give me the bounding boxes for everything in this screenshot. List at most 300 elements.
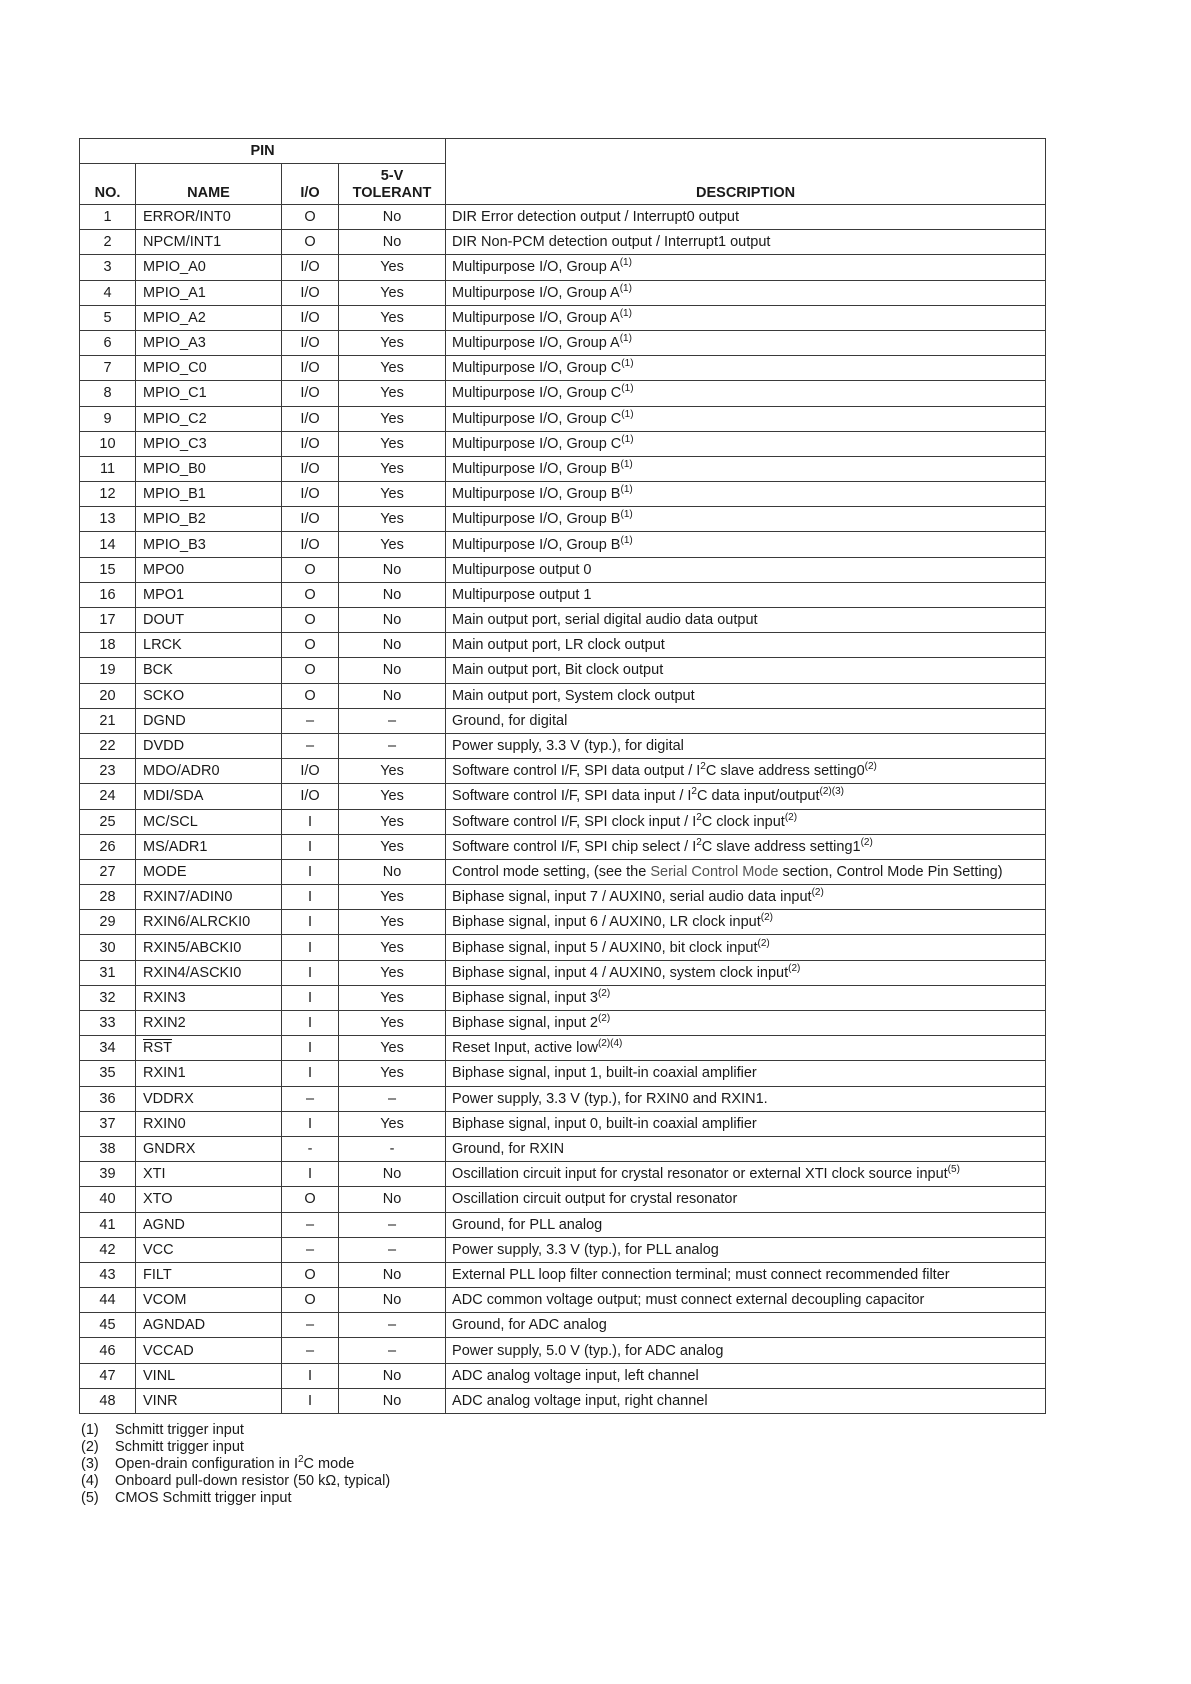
- table-row: [80, 230, 1046, 255]
- pin-number: 27: [80, 859, 136, 884]
- table-row: [80, 1237, 1046, 1262]
- footnote-superscript: 2: [297, 1454, 304, 1466]
- pin-io-type: –: [282, 733, 339, 758]
- description-text: Oscillation circuit output for crystal resonator: [452, 1191, 738, 1208]
- table-row: [80, 1111, 1046, 1136]
- pin-5v-tolerant: No: [339, 557, 446, 582]
- table-row: [80, 482, 1046, 507]
- pin-5v-tolerant: Yes: [339, 431, 446, 456]
- description-text: Multipurpose I/O, Group B: [452, 511, 621, 528]
- footnote-text: [115, 1473, 390, 1490]
- pin-io-type: O: [282, 683, 339, 708]
- pin-io-type: O: [282, 1187, 339, 1212]
- pin-name: SCKO: [136, 683, 282, 708]
- description-text: Oscillation circuit input for crystal resonator or external XTI clock source input: [452, 1166, 948, 1183]
- pin-number: 3: [80, 255, 136, 280]
- pin-description: [446, 935, 1046, 960]
- pin-description: [446, 1212, 1046, 1237]
- footnote-text: [115, 1456, 354, 1473]
- pin-io-type: I: [282, 1011, 339, 1036]
- pin-io-type: O: [282, 658, 339, 683]
- description-text: DIR Error detection output / Interrupt0 output: [452, 209, 739, 226]
- description-text: Ground, for digital: [452, 712, 568, 729]
- table-notes: [81, 1422, 390, 1507]
- description-text: Main output port, LR clock output: [452, 637, 665, 654]
- pin-description: [446, 1011, 1046, 1036]
- pin-description: [446, 1111, 1046, 1136]
- footnote-reference: (1): [619, 257, 632, 269]
- pin-number: 4: [80, 280, 136, 305]
- pin-name-overline: $\overline{RST}$: [143, 1040, 172, 1057]
- pin-number: 23: [80, 759, 136, 784]
- description-text-a: Software control I/F, SPI data input / I: [452, 788, 692, 805]
- description-text: Multipurpose I/O, Group C: [452, 410, 622, 427]
- description-text: Multipurpose I/O, Group A: [452, 335, 620, 352]
- pin-name: MPIO_B0: [136, 456, 282, 481]
- pin-description: [446, 1262, 1046, 1287]
- description-text-b: section, Control Mode Pin Setting): [778, 863, 1003, 880]
- pin-name: BCK: [136, 658, 282, 683]
- pin-name: MPIO_B1: [136, 482, 282, 507]
- pin-5v-tolerant: No: [339, 683, 446, 708]
- table-row: [80, 759, 1046, 784]
- description-text: Main output port, Bit clock output: [452, 662, 664, 679]
- pin-io-type: I: [282, 1036, 339, 1061]
- table-row: [80, 532, 1046, 557]
- table-row: [80, 885, 1046, 910]
- pin-name: MPIO_C1: [136, 381, 282, 406]
- table-row: [80, 683, 1046, 708]
- pin-io-type: I: [282, 1388, 339, 1413]
- table-row: [80, 305, 1046, 330]
- description-text-b: C slave address setting1: [701, 838, 861, 855]
- table-row: [80, 960, 1046, 985]
- pin-5v-tolerant: Yes: [339, 935, 446, 960]
- footnote-reference: (2)(4): [597, 1038, 623, 1050]
- table-row: [80, 1162, 1046, 1187]
- footnote-number: (5): [81, 1490, 99, 1506]
- pin-5v-tolerant: Yes: [339, 1036, 446, 1061]
- pin-name: RXIN4/ASCKI0: [136, 960, 282, 985]
- description-text: Biphase signal, input 3: [452, 989, 598, 1006]
- footnote-reference: (1): [620, 509, 633, 521]
- pin-5v-tolerant: Yes: [339, 885, 446, 910]
- description-text: Main output port, serial digital audio data output: [452, 612, 758, 629]
- table-row: [80, 456, 1046, 481]
- table-row: [80, 582, 1046, 607]
- pin-description: [446, 507, 1046, 532]
- description-superscript: 2: [696, 836, 702, 848]
- pin-io-type: I/O: [282, 305, 339, 330]
- pin-number: 11: [80, 456, 136, 481]
- pin-io-type: I/O: [282, 280, 339, 305]
- table-row: [80, 356, 1046, 381]
- pin-number: 46: [80, 1338, 136, 1363]
- pin-5v-tolerant: Yes: [339, 532, 446, 557]
- pin-number: 25: [80, 809, 136, 834]
- pin-rows: [80, 205, 1046, 1414]
- pin-5v-tolerant: No: [339, 859, 446, 884]
- pin-number: 15: [80, 557, 136, 582]
- pin-name: RXIN7/ADIN0: [136, 885, 282, 910]
- pin-io-type: I: [282, 859, 339, 884]
- pin-5v-tolerant: Yes: [339, 985, 446, 1010]
- description-superscript: 2: [691, 786, 697, 798]
- pin-number: 24: [80, 784, 136, 809]
- pin-description: [446, 1187, 1046, 1212]
- pin-io-type: –: [282, 1212, 339, 1237]
- footnote-number: (2): [81, 1439, 99, 1455]
- description-text: DIR Non-PCM detection output / Interrupt1 output: [452, 234, 771, 251]
- pin-name: RXIN0: [136, 1111, 282, 1136]
- pin-name: MPIO_B2: [136, 507, 282, 532]
- pin-name: AGNDAD: [136, 1313, 282, 1338]
- pin-description: [446, 1136, 1046, 1161]
- pin-number: 2: [80, 230, 136, 255]
- pin-name: MPIO_C2: [136, 406, 282, 431]
- pin-5v-tolerant: No: [339, 205, 446, 230]
- footnote-reference: (2): [788, 962, 801, 974]
- pin-number: 13: [80, 507, 136, 532]
- pin-5v-tolerant: No: [339, 1363, 446, 1388]
- pin-5v-tolerant: Yes: [339, 1011, 446, 1036]
- pin-name: MPIO_B3: [136, 532, 282, 557]
- pin-number: 19: [80, 658, 136, 683]
- table-row: [80, 1313, 1046, 1338]
- description-text-b: C data input/output: [696, 788, 820, 805]
- pin-name: MDI/SDA: [136, 784, 282, 809]
- pin-5v-tolerant: –: [339, 708, 446, 733]
- pin-name: ERROR/INT0: [136, 205, 282, 230]
- pin-io-type: I: [282, 1061, 339, 1086]
- pin-description: [446, 1036, 1046, 1061]
- header-5v-tolerant: [339, 164, 446, 205]
- pin-5v-tolerant: Yes: [339, 507, 446, 532]
- pin-name: [136, 1036, 282, 1061]
- description-text: ADC common voltage output; must connect external decoupling capacitor: [452, 1292, 925, 1309]
- pin-io-type: I/O: [282, 356, 339, 381]
- pin-name: MPIO_A2: [136, 305, 282, 330]
- header-name: NAME: [136, 164, 282, 205]
- description-text: Ground, for RXIN: [452, 1141, 565, 1158]
- pin-io-type: I: [282, 834, 339, 859]
- footnote: [81, 1422, 390, 1439]
- pin-description: [446, 230, 1046, 255]
- pin-5v-tolerant: Yes: [339, 305, 446, 330]
- pin-number: 1: [80, 205, 136, 230]
- description-text: Multipurpose I/O, Group A: [452, 284, 620, 301]
- pin-number: 22: [80, 733, 136, 758]
- pin-description: [446, 1338, 1046, 1363]
- footnote-text-main: Schmitt trigger input: [115, 1422, 244, 1438]
- pin-number: 40: [80, 1187, 136, 1212]
- table-row: [80, 1363, 1046, 1388]
- table-row: [80, 1187, 1046, 1212]
- pin-5v-tolerant: –: [339, 1237, 446, 1262]
- pin-description: [446, 205, 1046, 230]
- pin-description: [446, 784, 1046, 809]
- pin-5v-tolerant: No: [339, 582, 446, 607]
- footnote-reference: (2)(3): [819, 786, 844, 798]
- description-text: Biphase signal, input 1, built-in coaxial amplifier: [452, 1065, 757, 1082]
- pin-io-type: O: [282, 582, 339, 607]
- pin-io-type: I: [282, 1363, 339, 1388]
- pin-5v-tolerant: No: [339, 658, 446, 683]
- description-text: Main output port, System clock output: [452, 687, 695, 704]
- pin-number: 8: [80, 381, 136, 406]
- pin-io-type: O: [282, 608, 339, 633]
- pin-number: 30: [80, 935, 136, 960]
- pin-io-type: I: [282, 935, 339, 960]
- pin-5v-tolerant: No: [339, 1262, 446, 1287]
- pin-name: MPO0: [136, 557, 282, 582]
- pin-number: 29: [80, 910, 136, 935]
- pin-number: 17: [80, 608, 136, 633]
- pin-number: 47: [80, 1363, 136, 1388]
- pin-io-type: I/O: [282, 759, 339, 784]
- pin-name: XTO: [136, 1187, 282, 1212]
- pin-5v-tolerant: –: [339, 733, 446, 758]
- pin-number: 26: [80, 834, 136, 859]
- description-text: Multipurpose I/O, Group C: [452, 385, 622, 402]
- pin-5v-tolerant: Yes: [339, 456, 446, 481]
- description-text: Reset Input, active low: [452, 1040, 598, 1057]
- footnote-reference: (5): [947, 1164, 960, 1176]
- pin-5v-tolerant: –: [339, 1338, 446, 1363]
- pin-number: 16: [80, 582, 136, 607]
- description-text-b: C clock input: [701, 813, 785, 830]
- pin-io-type: I: [282, 960, 339, 985]
- pin-io-type: O: [282, 205, 339, 230]
- pin-name: RXIN3: [136, 985, 282, 1010]
- description-text: Multipurpose output 0: [452, 561, 592, 578]
- pin-5v-tolerant: –: [339, 1086, 446, 1111]
- pin-description: [446, 406, 1046, 431]
- pin-description: [446, 1061, 1046, 1086]
- description-text: ADC analog voltage input, left channel: [452, 1367, 699, 1384]
- pin-description: [446, 885, 1046, 910]
- pin-description: [446, 1388, 1046, 1413]
- footnote-reference: (1): [619, 308, 632, 320]
- description-text-a: Control mode setting, (see the: [452, 863, 651, 880]
- pin-5v-tolerant: Yes: [339, 1061, 446, 1086]
- pin-name: MPIO_A3: [136, 330, 282, 355]
- description-text: Multipurpose I/O, Group C: [452, 435, 622, 452]
- pin-5v-tolerant: -: [339, 1136, 446, 1161]
- footnote: [81, 1473, 390, 1490]
- pin-name: RXIN6/ALRCKI0: [136, 910, 282, 935]
- pin-name: DVDD: [136, 733, 282, 758]
- footnote-number: (3): [81, 1456, 99, 1472]
- header-pin: PIN: [80, 139, 446, 164]
- pin-io-type: O: [282, 1262, 339, 1287]
- description-text: Multipurpose I/O, Group C: [452, 360, 622, 377]
- pin-name: MPIO_C3: [136, 431, 282, 456]
- pin-5v-tolerant: Yes: [339, 255, 446, 280]
- table-row: [80, 1388, 1046, 1413]
- pin-description: [446, 1313, 1046, 1338]
- table-row: [80, 608, 1046, 633]
- pin-io-type: I/O: [282, 532, 339, 557]
- header-tolerant-line2: TOLERANT: [352, 185, 432, 201]
- pin-number: 5: [80, 305, 136, 330]
- pin-5v-tolerant: No: [339, 1388, 446, 1413]
- description-text-a: Software control I/F, SPI chip select / I: [452, 838, 697, 855]
- footnote-reference: (1): [619, 282, 632, 294]
- pin-description: [446, 683, 1046, 708]
- pin-io-type: O: [282, 633, 339, 658]
- pin-name: DOUT: [136, 608, 282, 633]
- pin-io-type: I/O: [282, 406, 339, 431]
- footnote-reference: (1): [620, 459, 633, 471]
- pin-number: 48: [80, 1388, 136, 1413]
- pin-description: [446, 658, 1046, 683]
- pin-description: [446, 1363, 1046, 1388]
- pin-5v-tolerant: No: [339, 633, 446, 658]
- table-row: [80, 431, 1046, 456]
- table-row: [80, 507, 1046, 532]
- pin-5v-tolerant: Yes: [339, 356, 446, 381]
- pin-name: RXIN5/ABCKI0: [136, 935, 282, 960]
- pin-io-type: I/O: [282, 255, 339, 280]
- pin-number: 41: [80, 1212, 136, 1237]
- pin-name: DGND: [136, 708, 282, 733]
- pin-description: [446, 759, 1046, 784]
- pin-name: NPCM/INT1: [136, 230, 282, 255]
- pin-5v-tolerant: Yes: [339, 759, 446, 784]
- pin-5v-tolerant: Yes: [339, 330, 446, 355]
- footnote-reference: (1): [621, 358, 634, 370]
- pin-io-type: I/O: [282, 381, 339, 406]
- pin-description: [446, 1237, 1046, 1262]
- pin-5v-tolerant: Yes: [339, 960, 446, 985]
- pin-io-type: I: [282, 910, 339, 935]
- footnote-reference: (1): [621, 408, 634, 420]
- table-row: [80, 406, 1046, 431]
- description-text: External PLL loop filter connection terminal; must connect recommended filter: [452, 1266, 950, 1283]
- pin-number: 7: [80, 356, 136, 381]
- footnote-reference: (2): [784, 811, 798, 823]
- pin-5v-tolerant: Yes: [339, 406, 446, 431]
- pin-description: [446, 381, 1046, 406]
- pin-description: [446, 557, 1046, 582]
- footnote-number: (4): [81, 1473, 99, 1489]
- pin-name: MC/SCL: [136, 809, 282, 834]
- pin-5v-tolerant: No: [339, 1162, 446, 1187]
- footnote-reference: (1): [620, 534, 633, 546]
- pin-description: [446, 960, 1046, 985]
- table-row: [80, 1011, 1046, 1036]
- description-text: Power supply, 3.3 V (typ.), for RXIN0 and RXIN1.: [452, 1090, 768, 1107]
- pin-io-type: I: [282, 809, 339, 834]
- footnote-reference: (2): [864, 761, 877, 773]
- header-description: DESCRIPTION: [446, 139, 1046, 205]
- pin-name: GNDRX: [136, 1136, 282, 1161]
- description-text: Ground, for ADC analog: [452, 1317, 607, 1334]
- table-row: [80, 658, 1046, 683]
- pin-number: 45: [80, 1313, 136, 1338]
- table-row: [80, 1212, 1046, 1237]
- description-text: Multipurpose I/O, Group B: [452, 536, 621, 553]
- pin-number: 36: [80, 1086, 136, 1111]
- footnote-text-main: Onboard pull-down resistor (50 kΩ, typical): [115, 1473, 391, 1489]
- pin-5v-tolerant: Yes: [339, 910, 446, 935]
- table-row: [80, 381, 1046, 406]
- pin-description: [446, 255, 1046, 280]
- footnote: [81, 1456, 390, 1473]
- pin-io-type: I: [282, 1162, 339, 1187]
- table-row: [80, 205, 1046, 230]
- pin-io-type: –: [282, 708, 339, 733]
- description-text-b: C slave address setting0: [705, 763, 865, 780]
- pin-io-type: I/O: [282, 507, 339, 532]
- description-text: Power supply, 5.0 V (typ.), for ADC analog: [452, 1342, 724, 1359]
- pin-name: MPO1: [136, 582, 282, 607]
- pin-number: 21: [80, 708, 136, 733]
- pin-io-type: –: [282, 1313, 339, 1338]
- footnote-number: (1): [81, 1422, 99, 1438]
- pin-number: 33: [80, 1011, 136, 1036]
- pin-description: [446, 482, 1046, 507]
- pin-io-type: –: [282, 1086, 339, 1111]
- pin-number: 28: [80, 885, 136, 910]
- description-superscript: 2: [700, 761, 706, 773]
- pin-description: [446, 910, 1046, 935]
- pin-number: 37: [80, 1111, 136, 1136]
- pin-io-type: I/O: [282, 482, 339, 507]
- table-row: [80, 708, 1046, 733]
- pin-number: 34: [80, 1036, 136, 1061]
- pin-name: MS/ADR1: [136, 834, 282, 859]
- pin-description: [446, 809, 1046, 834]
- pin-description: [446, 834, 1046, 859]
- table-row: [80, 1338, 1046, 1363]
- pin-number: 31: [80, 960, 136, 985]
- description-text-a: Software control I/F, SPI data output / I: [452, 763, 701, 780]
- table-row: [80, 1136, 1046, 1161]
- footnote-reference: (1): [620, 484, 633, 496]
- description-text: Multipurpose I/O, Group A: [452, 259, 620, 276]
- footnote-text: [115, 1439, 244, 1456]
- description-text: Biphase signal, input 0, built-in coaxial amplifier: [452, 1115, 757, 1132]
- pin-description: [446, 1162, 1046, 1187]
- footnote-reference: (1): [619, 333, 632, 345]
- pin-5v-tolerant: Yes: [339, 482, 446, 507]
- pin-name: FILT: [136, 1262, 282, 1287]
- pin-number: 10: [80, 431, 136, 456]
- pin-io-type: O: [282, 557, 339, 582]
- pin-io-type: I: [282, 885, 339, 910]
- header-io: I/O: [282, 164, 339, 205]
- table-row: [80, 1086, 1046, 1111]
- pin-name: VINR: [136, 1388, 282, 1413]
- pin-name: RXIN2: [136, 1011, 282, 1036]
- table-row: [80, 1061, 1046, 1086]
- table-row: [80, 1262, 1046, 1287]
- pin-io-type: I/O: [282, 330, 339, 355]
- pin-description: [446, 456, 1046, 481]
- table-row: [80, 280, 1046, 305]
- description-text: Biphase signal, input 4 / AUXIN0, system clock input: [452, 964, 789, 981]
- pin-5v-tolerant: Yes: [339, 1111, 446, 1136]
- pin-io-type: –: [282, 1338, 339, 1363]
- footnote: [81, 1439, 390, 1456]
- footnote-reference: (2): [811, 887, 824, 899]
- pin-5v-tolerant: –: [339, 1313, 446, 1338]
- pin-description: [446, 1086, 1046, 1111]
- description-superscript: 2: [696, 811, 702, 823]
- pin-description: [446, 305, 1046, 330]
